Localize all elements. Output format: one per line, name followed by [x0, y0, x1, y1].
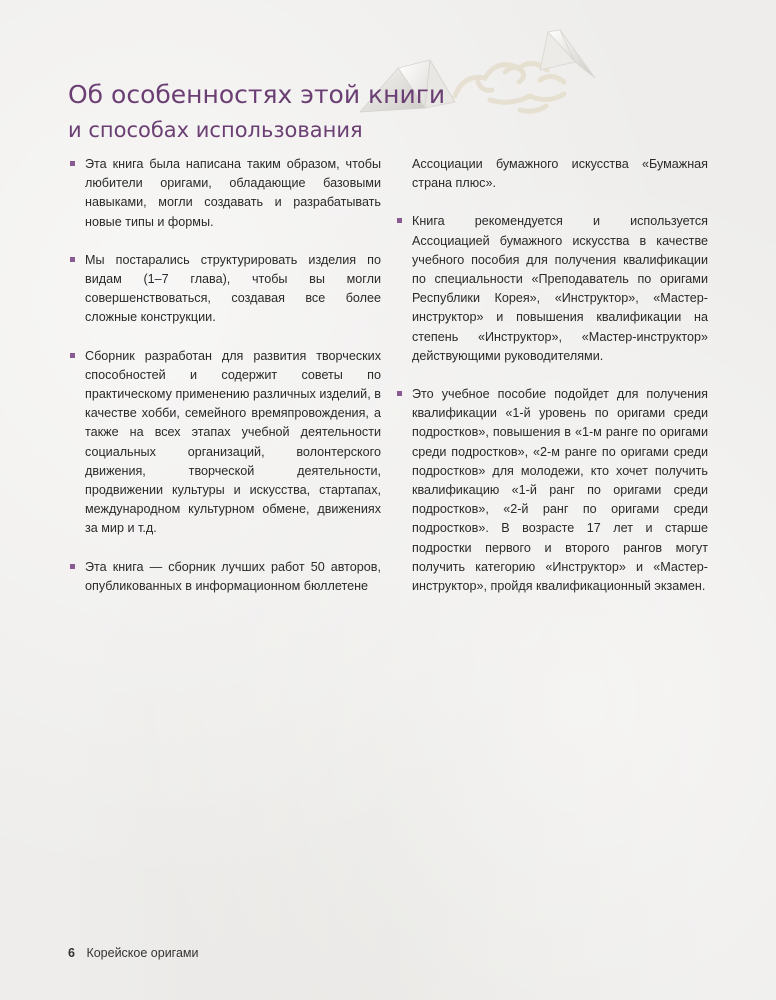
left-column	[68, 155, 381, 615]
list-item-text: Сборник разработан для развития творческих способностей и содержит советы по практическому применению различных изделий, в качестве хобби, семейного времяпровождения, а также на всех этапах учебной деятельности социальных организаций, волонтерского движения, творческой деятельности, продвижении культуры и искусства, стартапах, международном культурном обмене, движениях за мир и т.д.	[85, 348, 381, 536]
list-item-text: Книга рекомендуется и используется Ассоциацией бумажного искусства в качестве учебного пособия для получения квалификации по специальности «Преподаватель по оригами Республики Корея», «Инструктор», «Мастер-инструктор» и повышения квалификации на степень «Инструктор», «Мастер-инструктор» действующими руководителями.	[412, 214, 708, 363]
page-number: 6	[68, 946, 75, 960]
list-item	[68, 155, 381, 232]
bullet-icon	[70, 564, 75, 569]
list-item-text: Мы постарались структурировать изделия по видам (1–7 глава), чтобы вы могли совершенствоваться, создавая все более сложные конструкции.	[85, 252, 381, 325]
title-line-2: и способах использования	[68, 117, 363, 142]
title-line-1: Об особенностях этой книги	[68, 80, 446, 109]
list-item-text: Эта книга была написана таким образом, чтобы любители оригами, обладающие базовыми навыками, могли создавать и разрабатывать новые типы и формы.	[85, 157, 381, 229]
cloud-ornament	[455, 63, 564, 111]
bullet-icon	[70, 257, 75, 262]
bullet-icon	[397, 391, 402, 396]
list-item	[68, 251, 381, 328]
list-item	[68, 558, 381, 596]
continuation-text: Ассоциации бумажного искусства «Бумажная страна плюс».	[412, 157, 708, 191]
list-item	[395, 212, 708, 366]
page-title	[68, 78, 445, 144]
bullet-icon	[70, 161, 75, 166]
list-item	[68, 347, 381, 539]
list-item-continuation	[395, 155, 708, 193]
right-column	[395, 155, 708, 615]
list-item-text: Это учебное пособие подойдет для получения квалификации «1-й уровень по оригами среди подростков», повышения в «1-м ранге по оригами среди подростков», «2-м ранге по оригами среди подростков» для молодежи, кто хочет получить квалификацию «1-й ранг по оригами среди подростков», «2-й ранг по оригами среди подростков». В возрасте 17 лет и старше подростки первого и второго рангов могут получить категорию «Инструктор» и «Мастер-инструктор», пройдя квалификационный экзамен.	[412, 387, 708, 594]
list-item	[395, 385, 708, 596]
bullet-icon	[70, 353, 75, 358]
book-title: Корейское оригами	[86, 946, 199, 960]
page-footer	[68, 946, 199, 960]
bullet-icon	[397, 218, 402, 223]
list-item-text: Эта книга — сборник лучших работ 50 авторов, опубликованных в информационном бюллетене	[85, 559, 381, 593]
